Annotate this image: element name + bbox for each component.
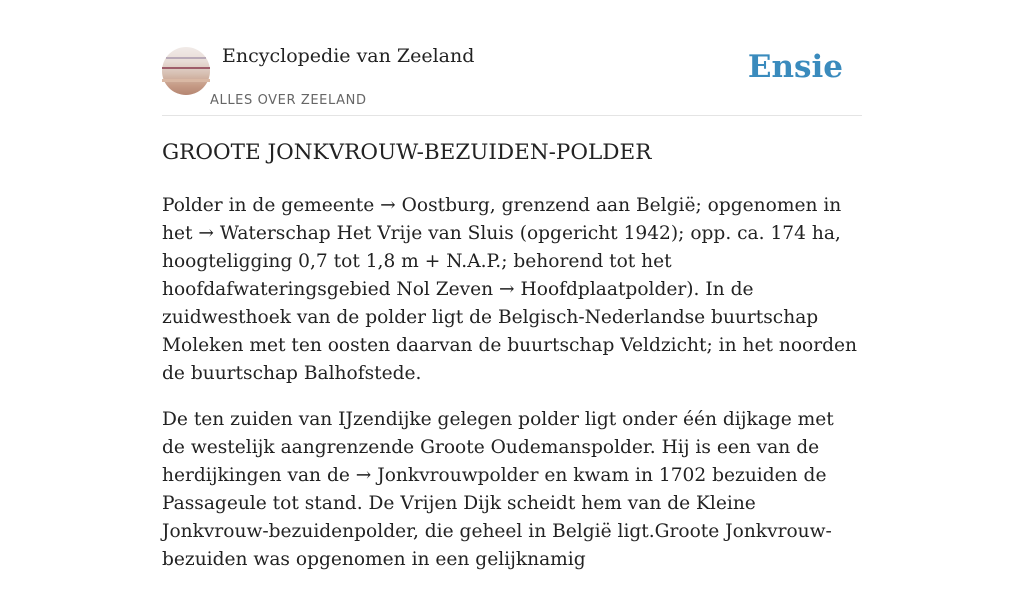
site-header	[162, 0, 862, 116]
article-paragraph: Polder in de gemeente → Oostburg, grenzend aan België; opgenomen in het → Waterschap Het Vrije van Sluis (opgericht 1942); opp. ca. 174 ha, hoogteligging 0,7 tot 1,8 m + N.A.P.; behorend tot het hoofdafwateringsgebied Nol Zeven → Hoofdplaatpolder). In de zuidwesthoek van de polder ligt de Belgisch-Nederlandse buurtschap Moleken met ten oosten daarvan de buurtschap Veldzicht; in het noorden de buurtschap Balhofstede.	[162, 195, 857, 384]
logo-detail	[162, 79, 210, 82]
site-logo-icon[interactable]	[162, 47, 210, 95]
page-container	[162, 0, 862, 570]
logo-detail	[166, 57, 206, 59]
article-body	[162, 192, 862, 592]
article-title: GROOTE JONKVROUW-BEZUIDEN-POLDER	[162, 140, 652, 165]
site-title-link[interactable]: Encyclopedie van Zeeland	[222, 45, 475, 67]
brand-logo-link[interactable]: Ensie	[747, 49, 843, 85]
site-subtitle: ALLES OVER ZEELAND	[210, 93, 367, 108]
article-paragraph: De ten zuiden van IJzendijke gelegen polder ligt onder één dijkage met de westelijk aangrenzende Groote Oudemanspolder. Hij is een van de herdijkingen van de → Jonkvrouwpolder en kwam in 1702 bezuiden de Passageule tot stand. De Vrijen Dijk scheidt hem van de Kleine Jonkvrouw-bezuidenpolder, die geheel in België ligt.Groote Jonkvrouw-bezuiden was opgenomen in een gelijknamig	[162, 409, 834, 570]
logo-detail	[162, 67, 210, 69]
